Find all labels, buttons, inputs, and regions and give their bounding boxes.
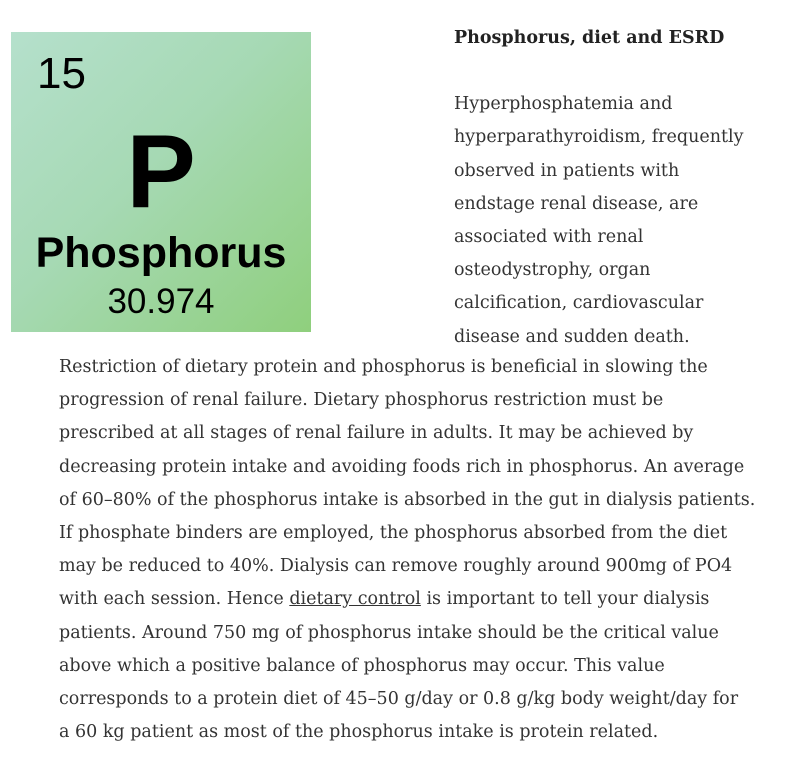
link-line-after: is important to tell your dialysis	[420, 589, 710, 610]
article-heading: Phosphorus, diet and ESRD	[454, 28, 725, 48]
body-line: may be reduced to 40%. Dialysis can remove roughly around 900mg of PO4	[59, 556, 733, 577]
body-line-with-link	[59, 583, 799, 616]
body-line: If phosphate binders are employed, the phosphorus absorbed from the diet	[59, 523, 728, 544]
intro-line: Hyperphosphatemia and	[454, 94, 673, 115]
body-line: of 60–80% of the phosphorus intake is absorbed in the gut in dialysis patients.	[59, 489, 756, 510]
intro-line: hyperparathyroidism, frequently	[454, 127, 744, 148]
body-line: prescribed at all stages of renal failure in adults. It may be achieved by	[59, 423, 694, 444]
body-line: a 60 kg patient as most of the phosphorus intake is protein related.	[59, 722, 659, 743]
periodic-element-tile	[11, 32, 311, 332]
intro-line: observed in patients with	[454, 160, 680, 181]
article-intro	[454, 22, 784, 354]
intro-line: calcification, cardiovascular	[454, 293, 704, 314]
intro-line: disease and sudden death.	[454, 326, 690, 347]
intro-line: associated with renal	[454, 227, 644, 248]
intro-paragraph	[454, 88, 784, 354]
article-body	[59, 351, 799, 749]
intro-line: endstage renal disease, are	[454, 193, 699, 214]
atomic-number: 15	[37, 49, 86, 98]
link-line-before: with each session. Hence	[59, 589, 290, 610]
intro-line: osteodystrophy, organ	[454, 260, 651, 281]
element-name: Phosphorus	[35, 229, 287, 277]
body-line: progression of renal failure. Dietary phosphorus restriction must be	[59, 390, 664, 411]
body-line: decreasing protein intake and avoiding foods rich in phosphorus. An average	[59, 456, 745, 477]
element-symbol: P	[126, 114, 196, 230]
body-line: patients. Around 750 mg of phosphorus intake should be the critical value	[59, 622, 719, 643]
body-line: above which a positive balance of phosphorus may occur. This value	[59, 655, 665, 676]
dietary-control-link[interactable]: dietary control	[289, 589, 421, 610]
body-line: Restriction of dietary protein and phosphorus is beneficial in slowing the	[59, 357, 708, 377]
atomic-mass: 30.974	[107, 282, 215, 321]
body-line: corresponds to a protein diet of 45–50 g/day or 0.8 g/kg body weight/day for	[59, 689, 739, 710]
